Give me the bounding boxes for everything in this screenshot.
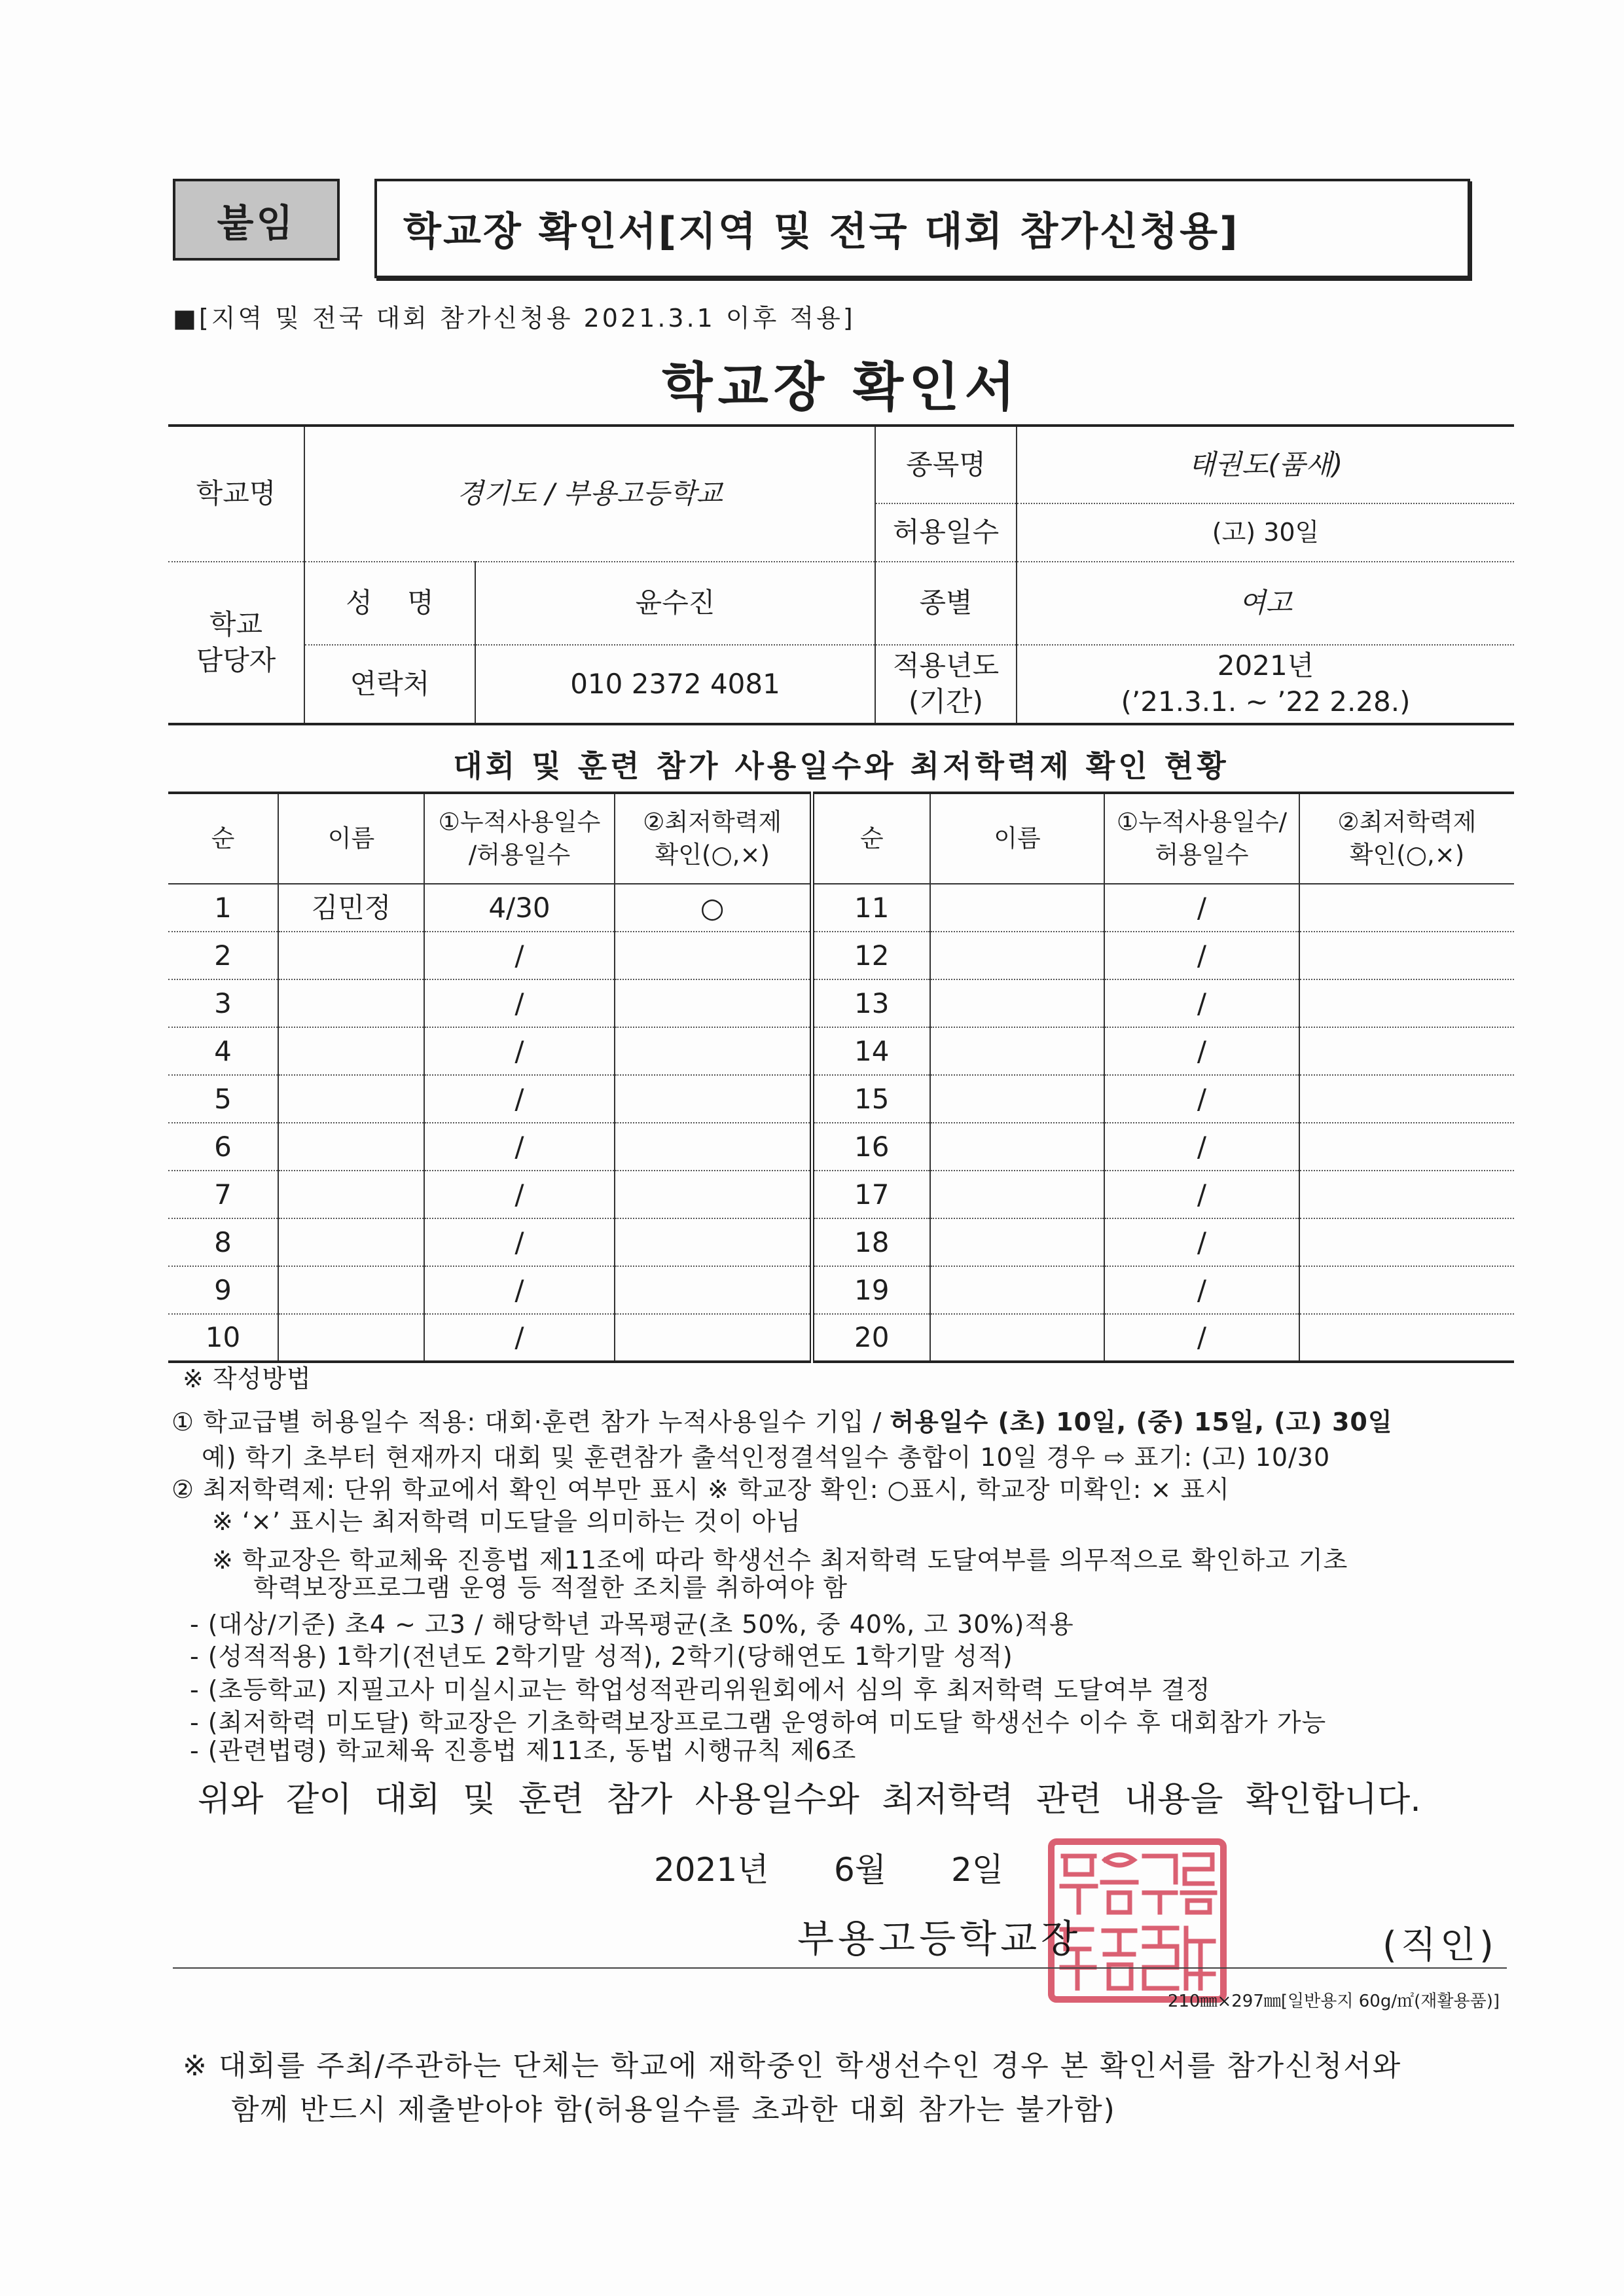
student-name-cell xyxy=(278,1075,424,1123)
table-row xyxy=(168,979,1514,1027)
student-name-cell xyxy=(930,1123,1104,1171)
used-days-cell: / xyxy=(1104,1027,1299,1075)
used-days-cell: / xyxy=(424,1171,615,1218)
header-min-academic-line2: 확인(○,×) xyxy=(1349,841,1465,869)
date-day: 2일 xyxy=(951,1851,1004,1889)
header-number: 순 xyxy=(812,793,930,884)
used-days-cell: / xyxy=(424,932,615,979)
min-academic-check-cell xyxy=(615,1123,812,1171)
table-header-row xyxy=(168,793,1514,884)
student-name-cell xyxy=(278,1027,424,1075)
header-name: 이름 xyxy=(930,793,1104,884)
row-number: 19 xyxy=(812,1266,930,1314)
event-label: 종목명 xyxy=(875,426,1017,503)
school-manager-label-line1: 학교 xyxy=(209,608,263,640)
notes-heading: ※ 작성방법 xyxy=(183,1364,312,1393)
header-min-academic-line2: 확인(○,×) xyxy=(655,841,770,869)
table-row xyxy=(168,884,1514,932)
used-days-cell: / xyxy=(1104,1314,1299,1362)
table-row xyxy=(168,1314,1514,1362)
min-academic-check-cell xyxy=(615,979,812,1027)
student-name-cell xyxy=(930,1266,1104,1314)
used-days-cell: / xyxy=(424,1075,615,1123)
student-name-cell xyxy=(930,1075,1104,1123)
student-name-cell xyxy=(278,979,424,1027)
student-name-cell xyxy=(930,884,1104,932)
contact-label: 연락처 xyxy=(304,645,475,724)
table-row xyxy=(168,932,1514,979)
used-days-cell: / xyxy=(1104,1171,1299,1218)
note-allowed-days xyxy=(171,1406,1393,1438)
status-section-title: 대회 및 훈련 참가 사용일수와 최저학력제 확인 현황 xyxy=(453,748,1229,784)
used-days-cell: / xyxy=(1104,979,1299,1027)
header-number: 순 xyxy=(168,793,278,884)
header-min-academic-line1: ②최저학력제 xyxy=(1337,808,1477,837)
school-name-value: 경기도 / 부용고등학교 xyxy=(304,426,875,562)
row-number: 15 xyxy=(812,1075,930,1123)
used-days-cell: / xyxy=(1104,1266,1299,1314)
footer-note-line1: ※ 대회를 주최/주관하는 단체는 학교에 재학중인 학생선수인 경우 본 확인서를 참가신청서와 xyxy=(183,2049,1402,2083)
min-academic-check-cell xyxy=(1299,932,1514,979)
header-title-box xyxy=(374,179,1470,278)
category-label: 종별 xyxy=(875,562,1017,645)
used-days-cell: / xyxy=(424,1266,615,1314)
table-row xyxy=(168,1027,1514,1075)
note-remark-x-mark: ※ ‘×’ 표시는 최저학력 미도달을 의미하는 것이 아님 xyxy=(212,1507,801,1536)
date-month: 6월 xyxy=(834,1851,887,1889)
school-manager-label-line2: 담당자 xyxy=(196,644,276,676)
used-days-cell: 4/30 xyxy=(424,884,615,932)
used-days-cell: / xyxy=(1104,1075,1299,1123)
signature-divider-line xyxy=(173,1967,1507,1969)
note-remark-principal-line1: ※ 학교장은 학교체육 진흥법 제11조에 따라 학생선수 최저학력 도달여부를 의무적으로 확인하고 기초 xyxy=(212,1546,1348,1575)
contact-value: 010 2372 4081 xyxy=(475,645,875,724)
header-used-days-line2: /허용일수 xyxy=(468,841,571,869)
min-academic-check-cell xyxy=(1299,1314,1514,1362)
used-days-cell: / xyxy=(424,1027,615,1075)
header-title: 학교장 확인서[지역 및 전국 대회 참가신청용] xyxy=(403,209,1240,255)
header-used-days-line2: 허용일수 xyxy=(1155,841,1249,869)
student-name-cell xyxy=(930,1314,1104,1362)
min-academic-check-cell xyxy=(1299,1266,1514,1314)
min-academic-check-cell xyxy=(1299,884,1514,932)
student-name-cell xyxy=(930,979,1104,1027)
row-number: 6 xyxy=(168,1123,278,1171)
used-days-cell: / xyxy=(424,979,615,1027)
note-detail-item: - (대상/기준) 초4 ~ 고3 / 해당학년 과목평균(초 50%, 중 40%, 고 30%)적용 xyxy=(190,1610,1074,1639)
note-detail-item: - (성적적용) 1학기(전년도 2학기말 성적), 2학기(당해연도 1학기말 성적) xyxy=(190,1642,1013,1671)
table-row xyxy=(168,1123,1514,1171)
used-days-cell: / xyxy=(1104,1218,1299,1266)
student-name-cell xyxy=(278,1314,424,1362)
header-used-days-line1: ①누적사용일수 xyxy=(438,808,601,837)
apply-year-label xyxy=(875,645,1017,724)
note-detail-item: - (최저학력 미도달) 학교장은 기초학력보장프로그램 운영하여 미도달 학생선수 이수 후 대회참가 가능 xyxy=(190,1708,1327,1737)
note-remark-principal-line2: 학력보장프로그램 운영 등 적절한 조치를 취하여야 함 xyxy=(253,1573,848,1602)
apply-year-label-line1: 적용년도 xyxy=(892,649,1000,682)
used-days-cell: / xyxy=(424,1314,615,1362)
row-number: 17 xyxy=(812,1171,930,1218)
row-number: 18 xyxy=(812,1218,930,1266)
apply-year-value xyxy=(1017,645,1514,724)
table-row xyxy=(168,1171,1514,1218)
signer-name: 부용고등학교장 xyxy=(797,1916,1082,1961)
row-number: 9 xyxy=(168,1266,278,1314)
allowed-days-label: 허용일수 xyxy=(875,503,1017,562)
min-academic-check-cell xyxy=(1299,1027,1514,1075)
category-value: 여고 xyxy=(1017,562,1514,645)
min-academic-check-cell xyxy=(615,1075,812,1123)
row-number: 20 xyxy=(812,1314,930,1362)
min-academic-check-cell: ○ xyxy=(615,884,812,932)
row-number: 5 xyxy=(168,1075,278,1123)
note-min-academic: ② 최저학력제: 단위 학교에서 확인 여부만 표시 ※ 학교장 확인: ○표시, 학교장 미확인: × 표시 xyxy=(171,1475,1230,1504)
min-academic-check-cell xyxy=(615,1218,812,1266)
apply-year-label-line2: (기간) xyxy=(909,685,983,718)
row-number: 14 xyxy=(812,1027,930,1075)
confirmation-statement: 위와 같이 대회 및 훈련 참가 사용일수와 최저학력 관련 내용을 확인합니다. xyxy=(198,1780,1421,1819)
student-name-cell xyxy=(278,1266,424,1314)
school-info-table xyxy=(168,424,1514,725)
used-days-cell: / xyxy=(1104,884,1299,932)
student-name-cell xyxy=(278,1218,424,1266)
row-number: 16 xyxy=(812,1123,930,1171)
table-row xyxy=(168,1266,1514,1314)
row-number: 10 xyxy=(168,1314,278,1362)
paper-spec: 210㎜×297㎜[일반용지 60g/㎡(재활용품)] xyxy=(1167,1992,1500,2011)
used-days-cell: / xyxy=(1104,932,1299,979)
student-name-cell xyxy=(278,1171,424,1218)
apply-period-value: (’21.3.1. ~ ’22 2.28.) xyxy=(1121,685,1411,718)
used-days-cell: / xyxy=(1104,1123,1299,1171)
row-number: 3 xyxy=(168,979,278,1027)
row-number: 11 xyxy=(812,884,930,932)
student-name-cell xyxy=(930,1218,1104,1266)
event-value: 태권도(품새) xyxy=(1017,426,1514,503)
min-academic-check-cell xyxy=(615,932,812,979)
table-row xyxy=(168,1075,1514,1123)
student-name-cell xyxy=(930,1171,1104,1218)
seal-label: (직인) xyxy=(1382,1924,1498,1967)
row-number: 13 xyxy=(812,979,930,1027)
student-name-cell xyxy=(930,932,1104,979)
min-academic-check-cell xyxy=(1299,1171,1514,1218)
note-detail-item: - (초등학교) 지필고사 미실시교는 학업성적관리위원회에서 심의 후 최저학력 도달여부 결정 xyxy=(190,1675,1211,1704)
note-example: 예) 학기 초부터 현재까지 대회 및 훈련참가 출석인정결석일수 총합이 10일 경우 ⇨ 표기: (고) 10/30 xyxy=(202,1443,1331,1472)
min-academic-check-cell xyxy=(1299,1218,1514,1266)
min-academic-check-cell xyxy=(1299,1075,1514,1123)
header-used-days xyxy=(1104,793,1299,884)
header-min-academic xyxy=(615,793,812,884)
row-number: 1 xyxy=(168,884,278,932)
official-seal-stamp xyxy=(1046,1836,1229,2005)
manager-name-value: 윤수진 xyxy=(475,562,875,645)
footer-note-line2: 함께 반드시 제출받아야 함(허용일수를 초과한 대회 참가는 불가함) xyxy=(231,2093,1116,2126)
note-allowed-days-text: ① 학교급별 허용일수 적용: 대회·훈련 참가 누적사용일수 기입 / xyxy=(171,1408,882,1436)
attachment-label-box xyxy=(173,179,340,261)
header-name: 이름 xyxy=(278,793,424,884)
manager-name-label: 성 명 xyxy=(304,562,475,645)
row-number: 12 xyxy=(812,932,930,979)
row-number: 8 xyxy=(168,1218,278,1266)
allowed-days-value: (고) 30일 xyxy=(1017,503,1514,562)
used-days-cell: / xyxy=(424,1123,615,1171)
used-days-cell: / xyxy=(424,1218,615,1266)
min-academic-check-cell xyxy=(615,1266,812,1314)
applicability-notice: ■[지역 및 전국 대회 참가신청용 2021.3.1 이후 적용] xyxy=(173,304,856,333)
date-year: 2021년 xyxy=(654,1851,769,1889)
row-number: 7 xyxy=(168,1171,278,1218)
table-row xyxy=(168,1218,1514,1266)
note-detail-item: - (관련법령) 학교체육 진흥법 제11조, 동법 시행규칙 제6조 xyxy=(190,1736,857,1765)
apply-year-value-line1: 2021년 xyxy=(1217,649,1314,682)
header-min-academic-line1: ②최저학력제 xyxy=(643,808,782,837)
min-academic-check-cell xyxy=(1299,979,1514,1027)
student-name-cell xyxy=(930,1027,1104,1075)
document-title: 학교장 확인서 xyxy=(662,357,1020,418)
student-name-cell xyxy=(278,932,424,979)
note-allowed-days-emphasis: 허용일수 (초) 10일, (중) 15일, (고) 30일 xyxy=(890,1408,1393,1436)
min-academic-check-cell xyxy=(1299,1123,1514,1171)
row-number: 2 xyxy=(168,932,278,979)
min-academic-check-cell xyxy=(615,1314,812,1362)
school-manager-label xyxy=(168,562,304,724)
header-used-days-line1: ①누적사용일수/ xyxy=(1116,808,1288,837)
attachment-label: 붙임 xyxy=(217,200,296,246)
usage-status-table xyxy=(168,792,1514,1363)
min-academic-check-cell xyxy=(615,1171,812,1218)
header-used-days xyxy=(424,793,615,884)
school-name-label: 학교명 xyxy=(168,426,304,562)
min-academic-check-cell xyxy=(615,1027,812,1075)
student-name-cell xyxy=(278,1123,424,1171)
student-name-cell: 김민정 xyxy=(278,884,424,932)
header-min-academic xyxy=(1299,793,1514,884)
row-number: 4 xyxy=(168,1027,278,1075)
